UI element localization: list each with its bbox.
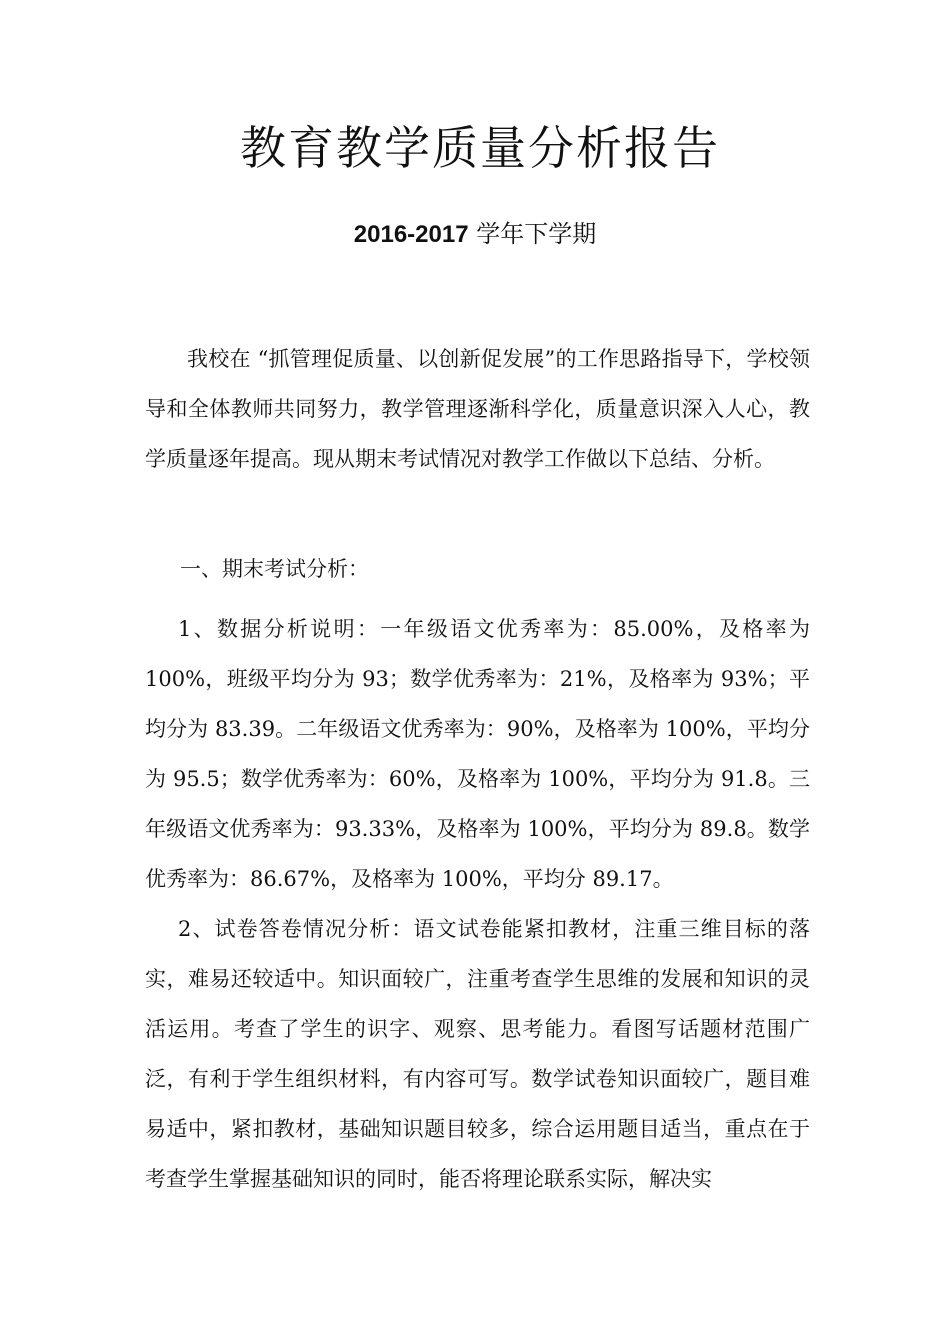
subtitle-term: 学年下学期 <box>468 220 597 248</box>
document-title: 教育教学质量分析报告 <box>240 121 720 175</box>
exam-analysis-paragraph: 2、试卷答卷情况分析：语文试卷能紧扣教材，注重三维目标的落实，难易还较适中。知识面较广，注重考查学生思维的发展和知识的灵活运用。考查了学生的识字、观察、思考能力。看图写话题材范围广泛，有利于学生组织材料，有内容可写。数学试卷知识面较广，题目难易适中，紧扣教材，基础知识题目较多，综合运用题目适当，重点在于考查学生掌握基础知识的同时，能否将理论联系实际，解决实 <box>145 917 810 1191</box>
data-analysis-paragraph: 1、数据分析说明：一年级语文优秀率为：85.00%，及格率为 100%，班级平均分为 93；数学优秀率为：21%，及格率为 93%；平均分为 83.39。二年级语文优秀率为：90%，及格率为 100%，平均分为 95.5；数学优秀率为：60%，及格率为 100%，平均分为 91.8。三年级语文优秀率为：93.33%，及格率为 100%，平均分为 89.8。数学优秀率为：86.67%，及格率为 100%，平均分 89.17。 <box>145 617 810 891</box>
section-heading: 一、期末考试分析： <box>180 557 369 581</box>
document-subtitle <box>0 214 950 249</box>
subtitle-year: 2016-2017 <box>353 221 469 248</box>
intro-paragraph: 我校在 “抓管理促质量、以创新促发展”的工作思路指导下，学校领导和全体教师共同努力，教学管理逐渐科学化，质量意识深入人心，教学质量逐年提高。现从期末考试情况对教学工作做以下总结、分析。 <box>145 347 810 471</box>
